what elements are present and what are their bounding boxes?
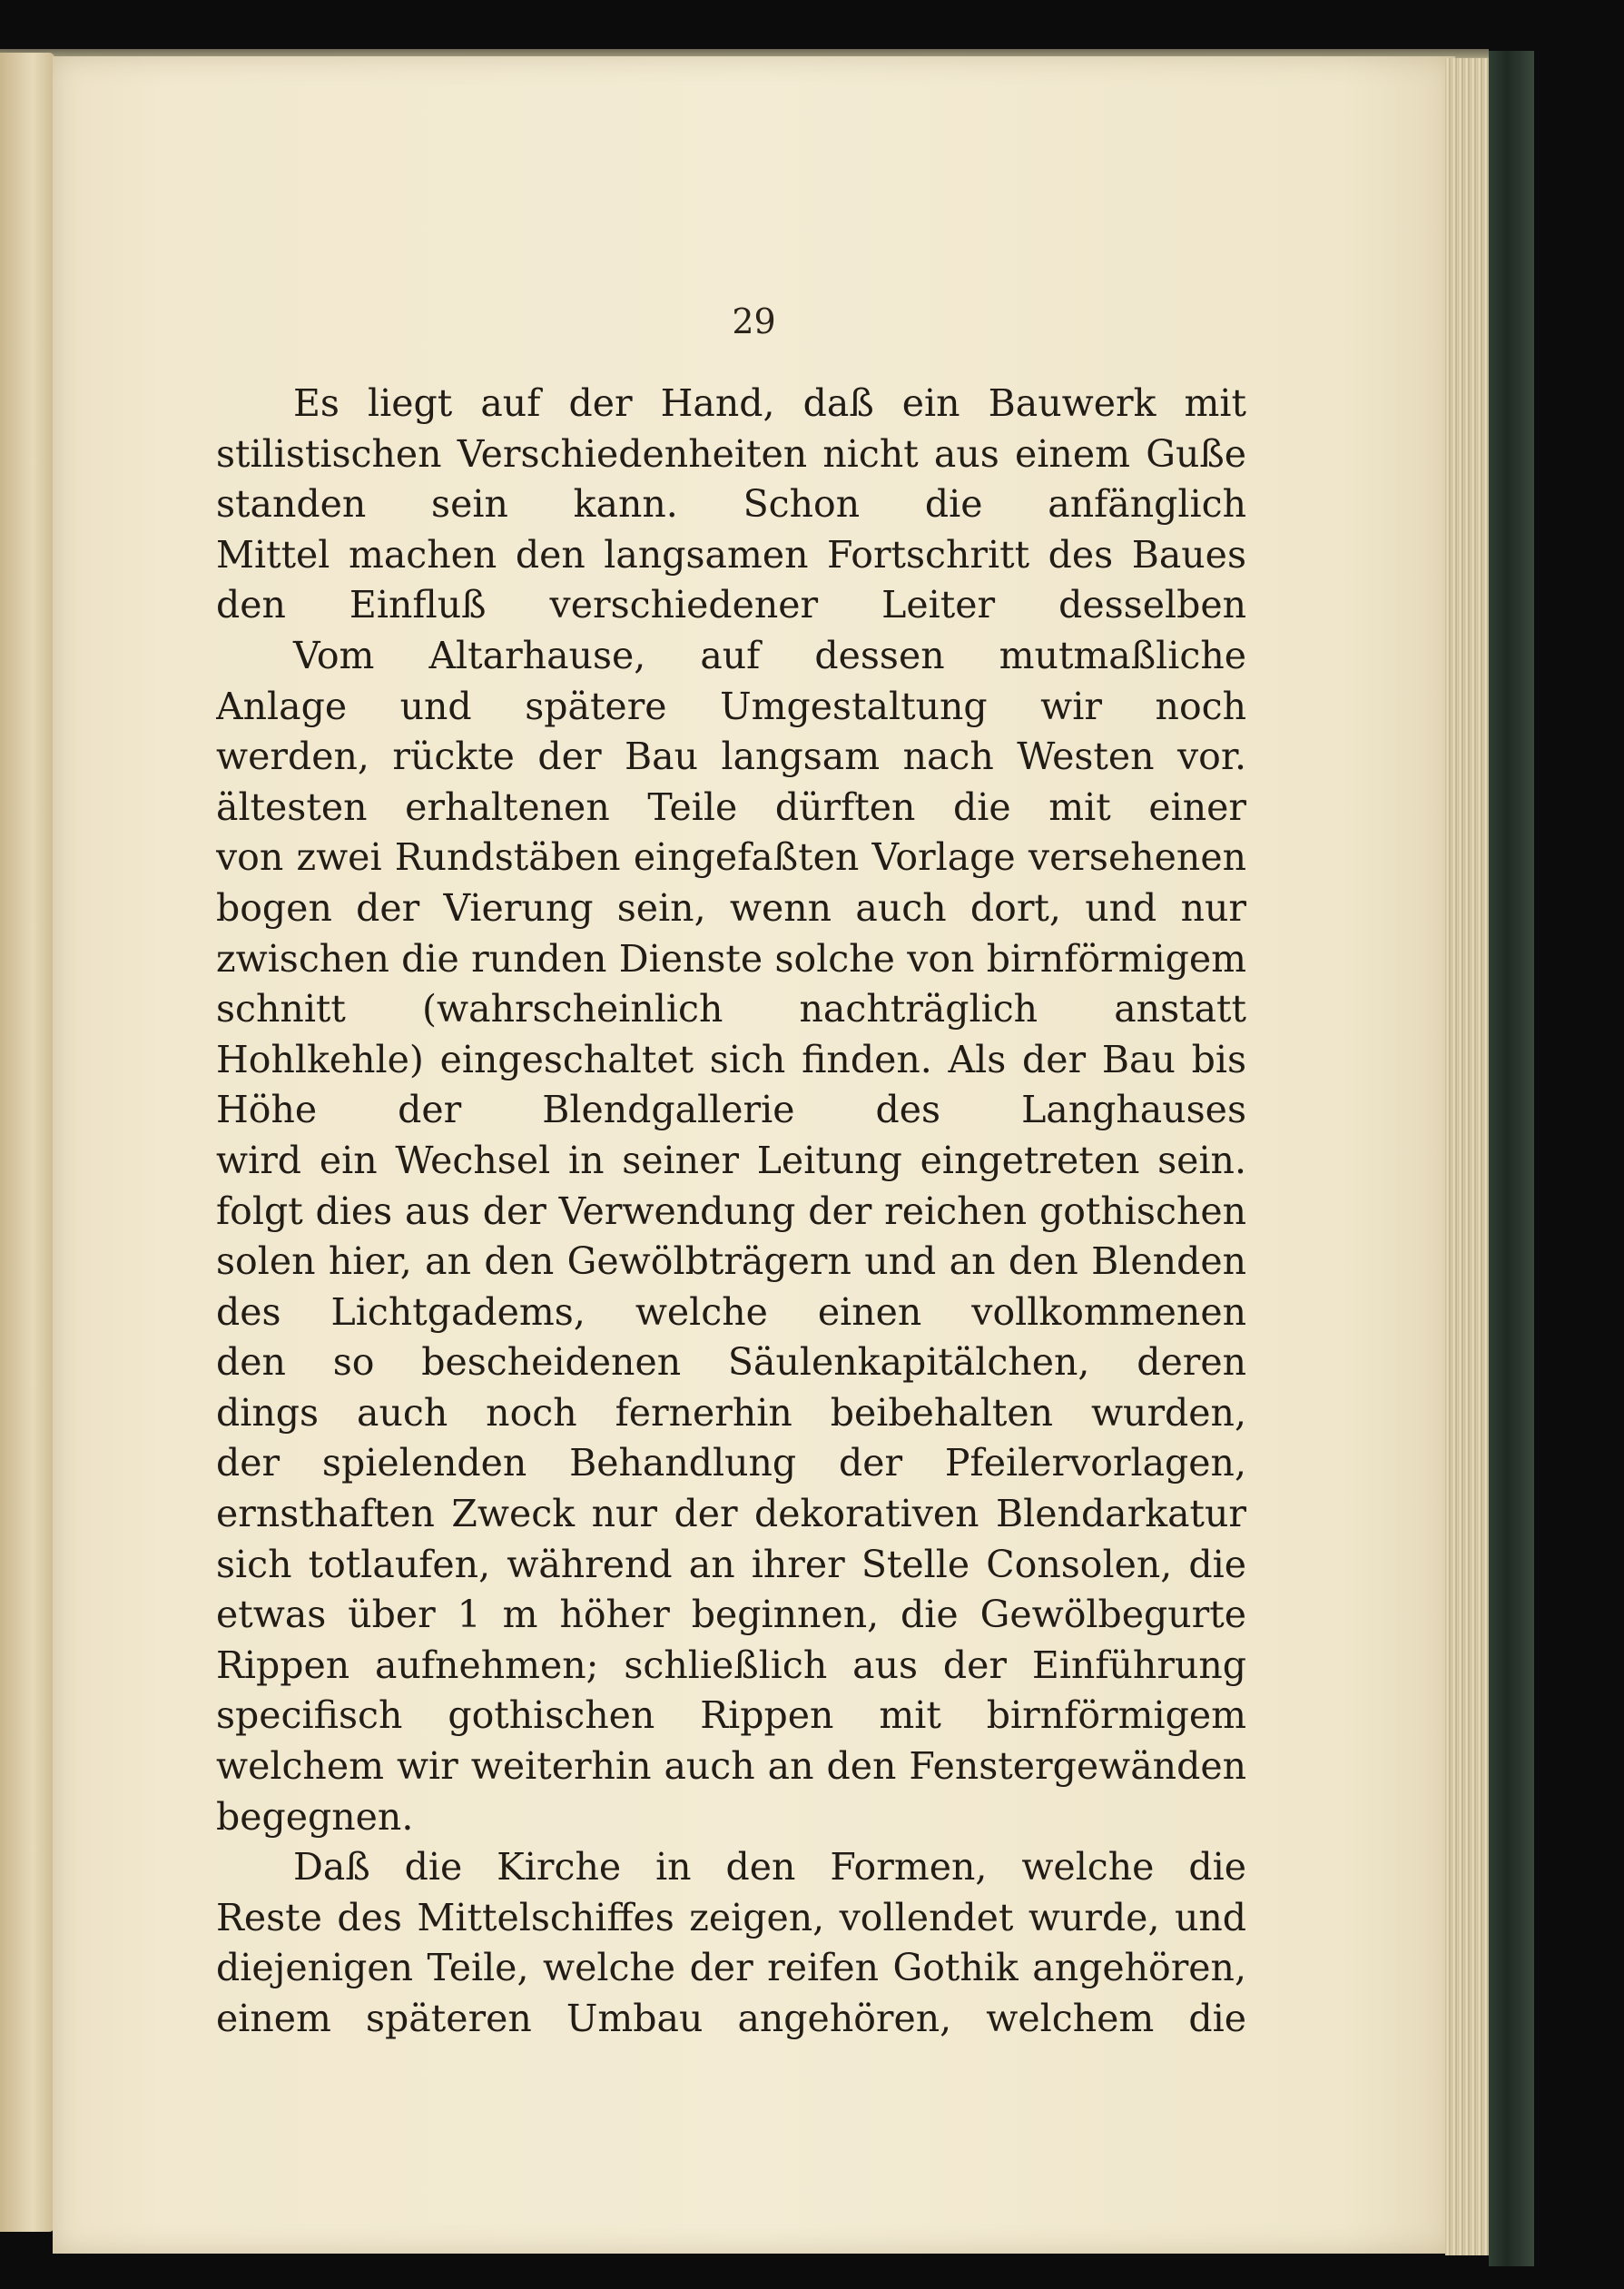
facing-page-edge bbox=[0, 53, 54, 2232]
page-stack-edges bbox=[1445, 58, 1489, 2255]
text-line: diejenigen Teile, welche der reifen Gothik angehören, bbox=[216, 1946, 1246, 1990]
text-line: schnitt (wahrscheinlich nachträglich anstatt bbox=[216, 987, 1246, 1031]
text-line: etwas über 1 m höher beginnen, die Gewölbegurte bbox=[216, 1593, 1246, 1637]
text-line: Rippen aufnehmen; schließlich aus der Einführung bbox=[216, 1643, 1246, 1687]
text-line: einem späteren Umbau angehören, welchem die bbox=[216, 1997, 1246, 2040]
book-page bbox=[53, 56, 1455, 2254]
page-number: 29 bbox=[732, 301, 776, 341]
text-line: begegnen. bbox=[216, 1794, 414, 1839]
text-line: Mittel machen den langsamen Fortschritt des Baues bbox=[216, 532, 1246, 577]
text-line: zwischen die runden Dienste solche von birnförmigem bbox=[216, 936, 1246, 981]
text-line: welchem wir weiterhin auch an den Fenstergewänden bbox=[216, 1744, 1246, 1789]
text-line: der spielenden Behandlung der Pfeilervorlagen, bbox=[216, 1441, 1246, 1485]
book-cover bbox=[1489, 51, 1534, 2266]
text-line: Hohlkehle) eingeschaltet sich finden. Als der Bau bis bbox=[216, 1037, 1246, 1081]
body-text bbox=[216, 379, 1246, 2045]
text-line: bogen der Vierung sein, wenn auch dort, und nur bbox=[216, 885, 1246, 930]
text-line: ältesten erhaltenen Teile dürften die mit einer bbox=[216, 784, 1246, 829]
text-line: stilistischen Verschiedenheiten nicht aus einem Guße bbox=[216, 431, 1246, 476]
text-line: ernsthaften Zweck nur der dekorativen Blendarkatur bbox=[216, 1492, 1246, 1536]
text-line: standen sein kann. Schon die anfänglich bbox=[216, 482, 1246, 527]
text-line: den so bescheidenen Säulenkapitälchen, deren bbox=[216, 1340, 1246, 1385]
text-line: Vom Altarhause, auf dessen mutmaßliche bbox=[293, 633, 1246, 677]
text-line: wird ein Wechsel in seiner Leitung eingetreten sein. bbox=[216, 1138, 1246, 1182]
text-line: Es liegt auf der Hand, daß ein Bauwerk mit bbox=[293, 381, 1246, 425]
text-line: folgt dies aus der Verwendung der reichen gothischen bbox=[216, 1189, 1246, 1233]
text-line: Anlage und spätere Umgestaltung wir noch bbox=[216, 684, 1246, 728]
text-line: sich totlaufen, während an ihrer Stelle Consolen, die bbox=[216, 1542, 1246, 1586]
text-line: dings auch noch fernerhin beibehalten wurden, bbox=[216, 1390, 1246, 1435]
text-line: den Einfluß verschiedener Leiter desselben bbox=[216, 583, 1246, 627]
text-line: solen hier, an den Gewölbträgern und an den Blenden bbox=[216, 1239, 1246, 1284]
text-line: Höhe der Blendgallerie des Langhauses bbox=[216, 1088, 1246, 1132]
text-line: Daß die Kirche in den Formen, welche die bbox=[293, 1845, 1246, 1889]
text-line: werden, rückte der Bau langsam nach Westen vor. bbox=[216, 735, 1246, 779]
text-line: specifisch gothischen Rippen mit birnförmigem bbox=[216, 1693, 1246, 1738]
text-line: Reste des Mittelschiffes zeigen, vollendet wurde, und bbox=[216, 1895, 1246, 1939]
text-line: von zwei Rundstäben eingefaßten Vorlage versehenen bbox=[216, 835, 1246, 880]
text-line: des Lichtgadems, welche einen vollkommenen bbox=[216, 1289, 1246, 1334]
